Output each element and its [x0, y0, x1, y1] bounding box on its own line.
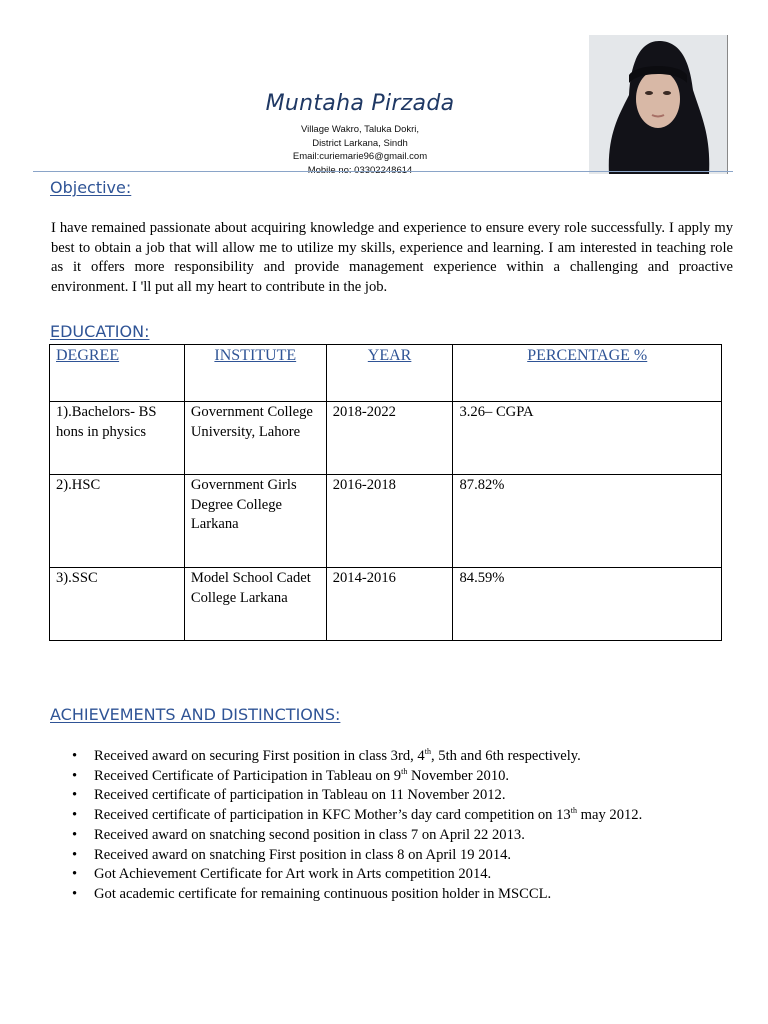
year-cell: 2016-2018 — [326, 475, 453, 568]
list-item: • Received award on snatching second position in class 7 on April 22 2013. — [48, 826, 738, 846]
degree-cell: 3).SSC — [50, 568, 185, 641]
achievements-heading: ACHIEVEMENTS AND DISTINCTIONS: — [50, 705, 341, 724]
list-item: • Received certificate of participation in Tableau on 11 November 2012. — [48, 786, 738, 806]
education-table — [49, 344, 722, 641]
address-line-2: District Larkana, Sindh — [312, 138, 408, 149]
objective-text: I have remained passionate about acquiring knowledge and experience to ensure every role successfully. I apply my best to obtain a job that will allow me to utilize my skills, experience and learning. I am interested in teaching role as it offers more responsibility and provide management experience within a challenging and proactive environment. I 'll put all my heart to contribute in the job. — [51, 220, 733, 296]
degree-cell: 2).HSC — [50, 475, 185, 568]
mobile-text: Mobile no: 03302248614 — [307, 165, 413, 176]
table-header-row — [50, 345, 722, 402]
bullet-icon: • — [72, 748, 78, 764]
bullet-icon: • — [72, 885, 78, 902]
list-item: • Got Achievement Certificate for Art work in Arts competition 2014. — [48, 865, 738, 885]
education-heading: EDUCATION: — [50, 322, 150, 341]
bullet-icon: • — [72, 767, 78, 784]
table-row — [50, 475, 722, 568]
candidate-name: Muntaha Pirzada — [265, 91, 455, 116]
bullet-icon: • — [72, 826, 78, 843]
profile-photo — [589, 35, 728, 174]
objective-heading: Objective: — [50, 178, 132, 197]
achievements-list — [48, 747, 738, 905]
header-divider — [33, 171, 733, 172]
column-header-degree: DEGREE — [50, 345, 185, 402]
list-item: • Got academic certificate for remaining continuous position holder in MSCCL. — [48, 885, 738, 905]
list-item: • Received Certificate of Participation in Tableau on 9th November 2010. — [48, 767, 738, 787]
column-header-institute: INSTITUTE — [184, 345, 326, 402]
degree-cell: 1).Bachelors- BS hons in physics — [50, 402, 185, 475]
list-item: • Received award on snatching First position in class 8 on April 19 2014. — [48, 846, 738, 866]
year-cell: 2014-2016 — [326, 568, 453, 641]
percentage-cell: 84.59% — [453, 568, 722, 641]
percentage-cell: 3.26– CGPA — [453, 402, 722, 475]
table-row — [50, 568, 722, 641]
institute-cell: Government College University, Lahore — [184, 402, 326, 475]
bullet-icon: • — [72, 807, 78, 824]
percentage-cell: 87.82% — [453, 475, 722, 568]
institute-cell: Model School Cadet College Larkana — [184, 568, 326, 641]
list-item: • Received certificate of participation in KFC Mother’s day card competition on 13th may 2012. — [48, 806, 738, 826]
list-item: • Received award on securing First position in class 3rd, 4th, 5th and 6th respectively. — [48, 747, 738, 767]
column-header-year: YEAR — [326, 345, 453, 402]
email-text: Email:curiemarie96@gmail.com — [292, 151, 428, 162]
address-line-1: Village Wakro, Taluka Dokri, — [300, 124, 420, 135]
table-row — [50, 402, 722, 475]
bullet-icon: • — [72, 866, 78, 883]
bullet-icon: • — [72, 787, 78, 804]
bullet-icon: • — [72, 846, 78, 863]
year-cell: 2018-2022 — [326, 402, 453, 475]
column-header-percentage: PERCENTAGE % — [453, 345, 722, 402]
institute-cell: Government Girls Degree College Larkana — [184, 475, 326, 568]
